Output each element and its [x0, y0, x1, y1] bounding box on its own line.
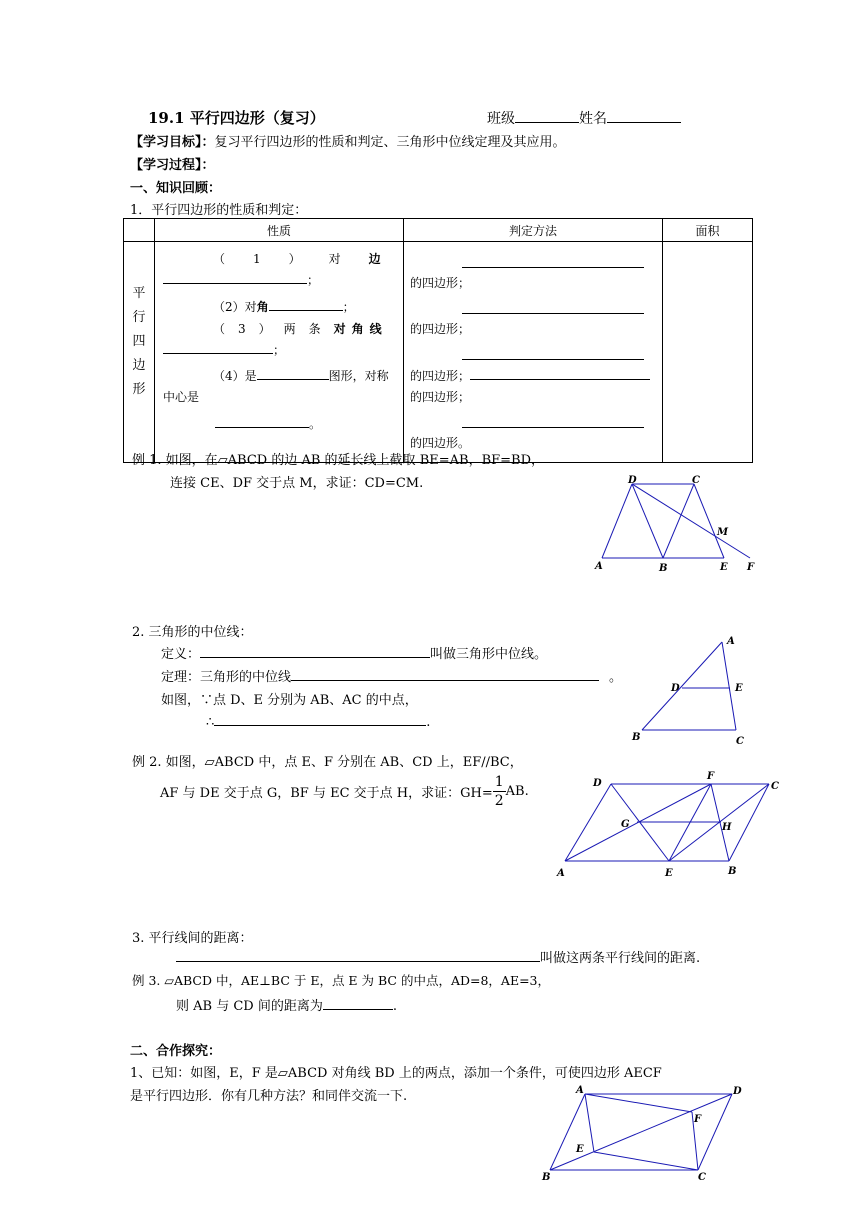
judge-1-blank[interactable] — [462, 254, 644, 268]
header-judge: 判定方法 — [404, 219, 663, 242]
header-area: 面积 — [663, 219, 753, 242]
row-label-cell — [124, 242, 155, 463]
label-A: A — [576, 1085, 584, 1096]
area-cell — [663, 242, 753, 463]
prop-3: （3）两条对角线 — [213, 322, 388, 336]
judge-3-blank[interactable] — [462, 346, 644, 360]
section3-def: 叫做这两条平行线间的距离. — [176, 947, 700, 966]
prop-3-blank[interactable] — [163, 340, 273, 354]
prop-1-blank[interactable] — [163, 270, 307, 284]
label-F: F — [707, 771, 715, 782]
therefore-blank[interactable] — [214, 712, 426, 726]
table-corner — [124, 219, 155, 242]
judge-1: 的四边形； — [410, 276, 471, 290]
example3-line2: 则 AB 与 CD 间的距离为 . — [176, 995, 397, 1014]
row-label: 平 行 四 边 形 — [132, 286, 146, 397]
judge-2-blank[interactable] — [462, 300, 644, 314]
label-E: E — [735, 683, 743, 694]
prop-4-blank[interactable] — [257, 366, 329, 380]
label-E: E — [576, 1144, 584, 1155]
name-blank[interactable] — [607, 109, 681, 123]
label-D: D — [593, 778, 602, 789]
judge-5: 的四边形。 — [410, 436, 471, 450]
label-M: M — [717, 527, 729, 538]
example2-line2: AF 与 DE 交于点 G，BF 与 EC 交于点 H，求证：GH= $\frac{1}{2}$ AB. — [160, 774, 529, 809]
section4-title: 二、合作探究： — [130, 1044, 222, 1059]
section3-title: 3. 平行线间的距离： — [132, 931, 253, 946]
figure-midline — [630, 632, 760, 747]
label-F: F — [694, 1114, 702, 1125]
example1-line1: 例 1. 如图，在▱ABCD 的边 AB 的延长线上截取 BE=AB，BF=BD， — [132, 453, 545, 468]
def-blank[interactable] — [200, 644, 430, 658]
label-D: D — [628, 475, 637, 486]
label-C: C — [771, 781, 779, 792]
example2-line1: 例 2. 如图，▱ABCD 中，点 E、F 分别在 AB、CD 上，EF//BC， — [132, 755, 523, 770]
label-F: F — [747, 562, 755, 573]
label-C: C — [736, 736, 744, 747]
section4-line1: 1、已知：如图，E，F 是▱ABCD 对角线 BD 上的两点，添加一个条件，可使四边形 AECF — [130, 1066, 662, 1081]
label-C: C — [698, 1172, 706, 1183]
name-label: 姓名 — [579, 111, 607, 127]
figure-section4 — [540, 1078, 750, 1188]
class-field — [487, 108, 681, 128]
page-title: 19.1 平行四边形（复习） — [148, 109, 325, 127]
label-D: D — [671, 683, 680, 694]
judge-5-blank[interactable] — [462, 414, 644, 428]
label-B: B — [728, 866, 737, 877]
section2-def: 定义： 叫做三角形中位线。 — [161, 643, 547, 662]
prop-2: （2）对角 ； — [213, 297, 355, 315]
label-C: C — [692, 475, 700, 486]
fraction-half: $\frac{1}{2}$ — [494, 774, 504, 809]
section4-line2: 是平行四边形．你有几种方法？和同伴交流一下. — [130, 1089, 408, 1104]
section2-thm: 定理：三角形的中位线 。 — [161, 666, 622, 685]
header-property: 性质 — [155, 219, 404, 242]
section2-fig-text: 如图，∵点 D、E 分别为 AB、AC 的中点， — [161, 693, 418, 708]
label-E: E — [665, 868, 673, 879]
property-cell: （1）对边 ； （2）对角 ； （3）两条对角线 ； （4）是 图形，对称 中心是 。 — [155, 242, 404, 463]
figure-example2 — [555, 766, 785, 881]
label-B: B — [542, 1172, 551, 1183]
section1-title: 一、知识回顾： — [130, 181, 222, 196]
prop-2-blank[interactable] — [269, 297, 343, 311]
class-blank[interactable] — [515, 109, 579, 123]
prop-4-line2: 中心是 — [163, 390, 200, 404]
label-A: A — [557, 868, 565, 879]
section1-item1: 1．平行四边形的性质和判定： — [130, 203, 308, 218]
label-A: A — [727, 636, 735, 647]
example3-line1: 例 3. ▱ABCD 中，AE⊥BC 于 E，点 E 为 BC 的中点，AD=8，AE=3， — [132, 973, 551, 988]
label-A: A — [595, 561, 603, 572]
distance-blank[interactable] — [176, 948, 540, 962]
property-table — [123, 218, 753, 463]
label-G: G — [621, 819, 630, 830]
label-D: D — [733, 1086, 742, 1097]
goal-text: 复习平行四边形的性质和判定、三角形中位线定理及其应用。 — [214, 135, 566, 150]
label-E: E — [720, 562, 728, 573]
section2-title: 2. 三角形的中位线： — [132, 625, 253, 640]
prop-4-center-blank[interactable] — [215, 414, 309, 428]
judge-2: 的四边形； — [410, 322, 471, 336]
figure-example1 — [590, 470, 770, 580]
judge-3: 的四边形； — [410, 366, 650, 384]
label-H: H — [722, 822, 732, 833]
learning-goal — [130, 131, 566, 150]
judge-cell — [404, 242, 663, 463]
section2-therefore: ∴ . — [206, 712, 430, 730]
label-B: B — [632, 732, 641, 743]
judge-4-blank[interactable] — [470, 366, 650, 380]
label-B: B — [659, 563, 668, 574]
goal-label: 【学习目标】： — [130, 135, 215, 150]
thm-blank[interactable] — [291, 667, 599, 681]
distance-answer-blank[interactable] — [323, 996, 393, 1010]
process-label: 【学习过程】： — [130, 158, 215, 173]
class-label: 班级 — [487, 111, 515, 127]
example1-line2: 连接 CE、DF 交于点 M，求证：CD=CM. — [170, 476, 424, 491]
prop-1: （1）对边 — [213, 252, 381, 266]
prop-4: （4）是 图形，对称 — [213, 366, 389, 384]
judge-4: 的四边形； — [410, 390, 471, 404]
